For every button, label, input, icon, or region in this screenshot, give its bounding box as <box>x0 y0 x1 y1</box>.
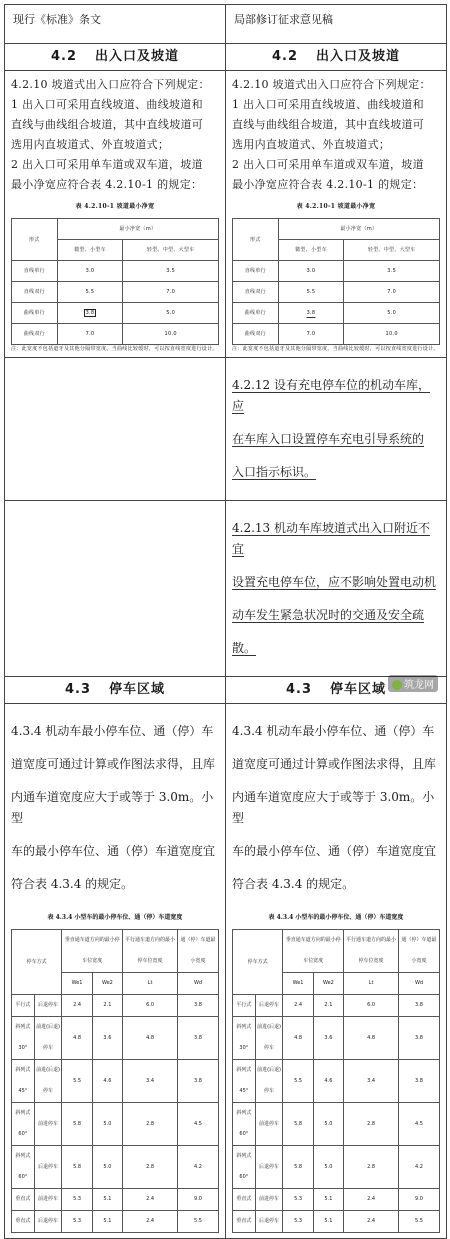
clause-4-2-10-draft: 4.2.10 坡道式出入口应符合下列规定： 1 出入口可采用直线坡道、曲线坡道和 直线与曲线组合坡道，其中直线坡道可 选用内直坡道式、外直坡道式； 2 出入口可采用单车道或双车道，坡道 最小净宽应符合表 4.2.10-1 的规定： 表 4.2.10-1 坡道最小净宽 形式 最小净宽（m） 微型、小型车 轻型、中型、大型车 直线单行 3.0 3.5 直线双行 5.5 7.0 曲线单行 3.8 5.0 曲线双行 7.0 10.0 注：此宽度不包括道牙及其他分隔带宽度。当曲线比较缓时，可以按直线宽度进行设计。 <box>226 71 447 358</box>
header-current: 现行《标准》条文 <box>5 5 226 44</box>
clause-4-3-4-current: 4.3.4 机动车最小停车位、通（停）车 道宽度可通过计算或作图法求得，且库 内通车道宽度应大于或等于 3.0m。小型 车的最小停车位、通（停）车道宽度宜 符合表 4.3.4 的规定。 表 4.3.4 小型车的最小停车位、通（停）车道宽度 停车方式 垂直通车道方向的最小停车位宽度 平行通车道方向的最小停车位宽度 通（停）车道最小宽度 We1 We2 Lt Wd 平行式 后退停车 2.4 2.1 6.0 3.8 斜列式 30° 前进(后退)停车 4.8 3.6 4.8 3.8 斜列式 45° 前进(后退)停车 5.5 4.6 3.4 3.8 斜列式 60° 前进停车 5.8 5.0 2.8 4.5 斜列式 60° 后退停车 5.8 5.0 2.8 4.2 垂直式 前进停车 5.3 5.1 2.4 9.0 垂直式 后退停车 5.3 5.1 2.4 5.5 <box>5 704 226 1239</box>
table-title: 表 4.2.10-1 坡道最小净宽 <box>75 203 155 210</box>
section-title-left: 4.2 出入口及坡道 <box>5 44 226 71</box>
comparison-table <box>4 4 447 1239</box>
slope-width-table-draft: 形式 最小净宽（m） 微型、小型车 轻型、中型、大型车 直线单行 3.0 3.5 直线双行 5.5 7.0 曲线单行 3.8 5.0 曲线双行 7.0 10.0 <box>232 218 440 345</box>
section-title-right: 4.2 出入口及坡道 <box>226 44 447 71</box>
parking-table: 停车方式 垂直通车道方向的最小停车位宽度 平行通车道方向的最小停车位宽度 通（停）车道最小宽度 We1 We2 Lt Wd 平行式 后退停车 2.4 2.1 6.0 3.8 斜列式 30° 前进(后退)停车 4.8 3.6 4.8 3.8 斜列式 45° 前进(后退)停车 5.5 4.6 3.4 3.8 斜列式 60° 前进停车 5.8 5.0 2.8 4.5 斜列式 60° 后退停车 5.8 5.0 2.8 4.2 垂直式 前进停车 5.3 5.1 2.4 9.0 垂直式 后退停车 5.3 5.1 2.4 5.5 <box>11 929 219 1233</box>
clause-4-2-13: 4.2.13 机动车库坡道式出入口附近不宜 设置充电停车位，应不影响处置电动机 动车发生紧急状况时的交通及安全疏 散。 <box>226 501 447 677</box>
slope-width-table: 形式 最小净宽（m） 微型、小型车 轻型、中型、大型车 直线单行 3.0 3.5 直线双行 5.5 7.0 曲线单行 3.8 5.0 曲线双行 7.0 10.0 <box>11 218 219 345</box>
parking-table-draft: 停车方式 垂直通车道方向的最小停车位宽度 平行通车道方向的最小停车位宽度 通（停）车道最小宽度 We1 We2 Lt Wd 平行式 后退停车 2.4 2.1 6.0 3.8 斜列式 30° 前进(后退)停车 4.8 3.6 4.8 3.8 斜列式 45° 前进(后退)停车 5.5 4.6 3.4 3.8 斜列式 60° 前进停车 5.8 5.0 2.8 4.5 斜列式 60° 后退停车 5.8 5.0 2.8 4.2 垂直式 前进停车 5.3 5.1 2.4 9.0 垂直式 后退停车 5.3 5.1 2.4 5.5 <box>232 929 440 1233</box>
empty-cell <box>5 501 226 677</box>
empty-cell <box>5 358 226 501</box>
watermark: 筑龙网 <box>388 675 438 692</box>
clause-4-2-12: 4.2.12 设有充电停车位的机动车库，应 在车库入口设置停车充电引导系统的 入口指示标识。 <box>226 358 447 501</box>
clause-4-3-4-draft: 4.3.4 机动车最小停车位、通（停）车 道宽度可通过计算或作图法求得，且库 内通车道宽度应大于或等于 3.0m。小型 车的最小停车位、通（停）车道宽度宜 符合表 4.3.4 的规定。 表 4.3.4 小型车的最小停车位、通（停）车道宽度 停车方式 垂直通车道方向的最小停车位宽度 平行通车道方向的最小停车位宽度 通（停）车道最小宽度 We1 We2 Lt Wd 平行式 后退停车 2.4 2.1 6.0 3.8 斜列式 30° 前进(后退)停车 4.8 3.6 4.8 3.8 斜列式 45° 前进(后退)停车 5.5 4.6 3.4 3.8 斜列式 60° 前进停车 5.8 5.0 2.8 4.5 斜列式 60° 后退停车 5.8 5.0 2.8 4.2 垂直式 前进停车 5.3 5.1 2.4 9.0 垂直式 后退停车 5.3 5.1 2.4 5.5 <box>226 704 447 1239</box>
logo-icon <box>392 680 402 690</box>
clause-4-2-10-current: 4.2.10 坡道式出入口应符合下列规定： 1 出入口可采用直线坡道、曲线坡道和 直线与曲线组合坡道，其中直线坡道可 选用内直坡道式、外直坡道式； 2 出入口可采用单车道或双车道，坡道 最小净宽应符合表 4.2.10-1 的规定： 表 4.2.10-1 坡道最小净宽 形式 最小净宽（m） 微型、小型车 轻型、中型、大型车 直线单行 3.0 3.5 直线双行 5.5 7.0 曲线单行 3.8 5.0 曲线双行 7.0 10.0 注：此宽度不包括道牙及其他分隔带宽度。当曲线比较缓时，可以按直线宽度进行设计。 <box>5 71 226 358</box>
section-4-3-right: 4.3 停车区域 <box>226 677 447 704</box>
header-draft: 局部修订征求意见稿 <box>226 5 447 44</box>
section-4-3-left: 4.3 停车区域 <box>5 677 226 704</box>
